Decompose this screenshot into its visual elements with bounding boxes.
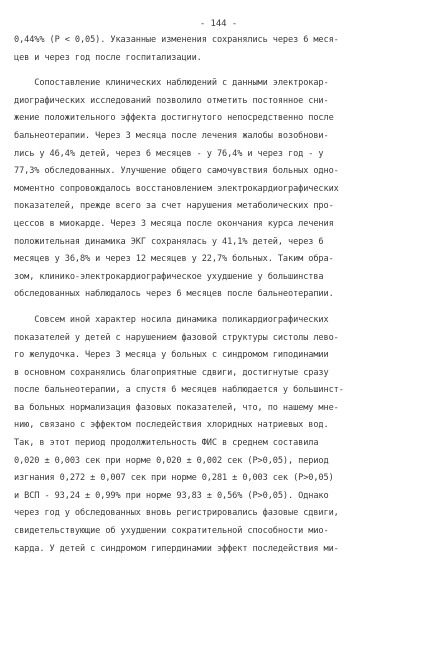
text-line: Совсем иной характер носила динамика поликардиографических <box>14 314 329 325</box>
text-line: 0,020 ± 0,003 сек при норме 0,020 ± 0,002 сек (P>0,05), период <box>14 455 329 466</box>
text-line: через год у обследованных вновь регистрировались фазовые сдвиги, <box>14 508 339 519</box>
text-line: зом, клинико-электрокардиографическое ухудшение у большинства <box>14 271 324 282</box>
text-line: 0,44%% (P < 0,05). Указанные изменения сохранялись через 6 меся- <box>14 35 339 45</box>
paragraph-3 <box>14 312 419 558</box>
text-line: 77,3% обследованных. Улучшение общего самочувствия больных одно- <box>14 166 339 177</box>
text-line: го желудочка. Через 3 месяца у больных с синдромом гиподинамии <box>14 350 329 361</box>
text-line: моментно сопровождалось восстановлением электрокардиографических <box>14 183 339 194</box>
text-line: положительная динамика ЭКГ сохранялась у 41,1% детей, через 6 <box>14 236 324 247</box>
text-line: карда. У детей с синдромом гипердинамии эффект последействия ми- <box>14 543 339 554</box>
text-line: Сопоставление клинических наблюдений с данными электрокар- <box>14 78 329 89</box>
text-line: после бальнеотерапии, а спустя 6 месяцев наблюдается у большинст- <box>14 385 344 396</box>
text-line: бальнеотерапии. Через 3 месяца после лечения жалобы возобнови- <box>14 130 329 141</box>
text-line: ва больных нормализация фазовых показателей, что, по нашему мне- <box>14 402 339 413</box>
page-number: - 144 - <box>199 19 238 29</box>
text-line: изгнания 0,272 ± 0,007 сек при норме 0,281 ± 0,003 сек (P>0,05) <box>14 473 334 484</box>
text-line: цев и через год после госпитализации. <box>14 52 202 63</box>
text-line: нию, связано с эффектом последействия хлоридных натриевых вод. <box>14 420 329 431</box>
text-line: и ВСП - 93,24 ± 0,99% при норме 93,83 ± 0,56% (P>0,05). Однако <box>14 490 329 501</box>
text-line: показателей, прежде всего за счет нарушения метаболических про- <box>14 201 334 212</box>
text-line: месяцев у 36,8% и через 12 месяцев у 22,7% больных. Таким обра- <box>14 254 334 265</box>
text-line: показателей у детей с нарушением фазовой структуры систолы лево- <box>14 332 339 343</box>
text-line: лись у 46,4% детей, через 6 месяцев - у 76,4% и через год - у <box>14 148 324 159</box>
text-line: обследованных наблюдалось через 6 месяцев после бальнеотерапии. <box>14 289 334 300</box>
text-line: в основном сохранялись благоприятные сдвиги, достигнутые сразу <box>14 367 329 378</box>
text-line: цессов в миокарде. Через 3 месяца после окончания курса лечения <box>14 218 334 229</box>
text-line: жение положительного эффекта достигнутого непосредственно после <box>14 113 334 124</box>
text-line: диографических исследований позволило отметить постоянное сни- <box>14 95 329 106</box>
paragraph-1 <box>14 32 419 67</box>
paragraph-2 <box>14 75 419 304</box>
text-line: Так, в этот период продолжительность ФИС в среднем составила <box>14 438 319 449</box>
text-line: свидетельствующие об ухудшении сократительной способности мио- <box>14 526 329 537</box>
